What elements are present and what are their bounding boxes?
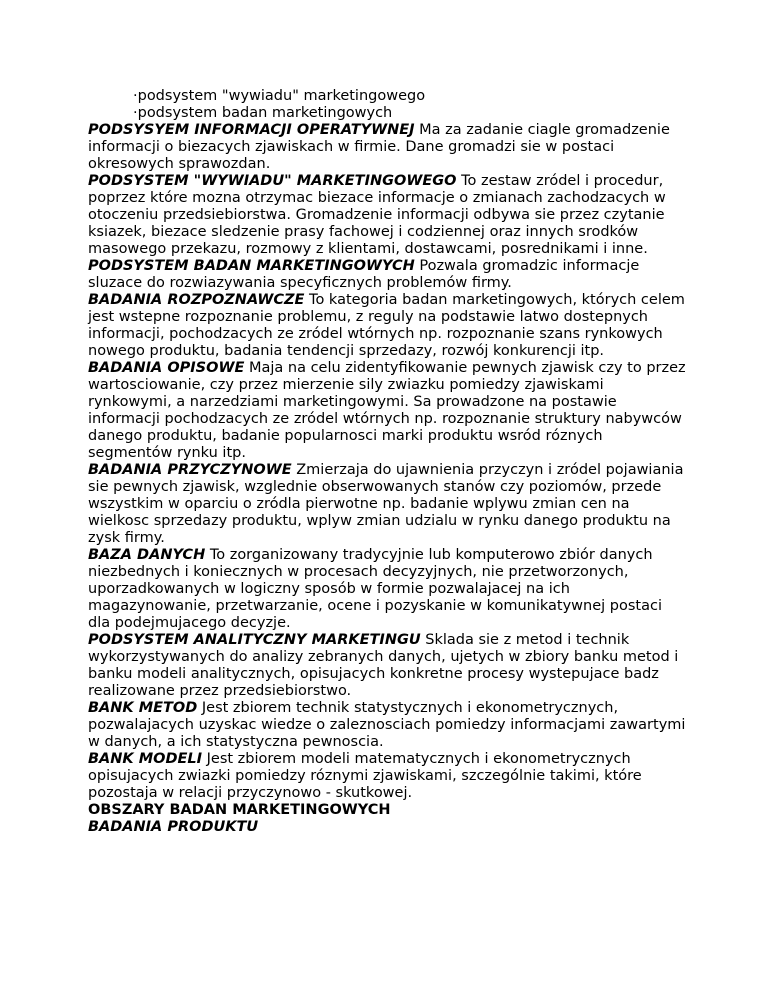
paragraph-term: BADANIA OPISOWE <box>88 360 245 376</box>
paragraph-text: To zorganizowany tradycyjnie lub komputerowo zbiór danych niezbednych i koniecznych w procesach decyzyjnych, nie przetworzonych, uporzadkowanych w logiczny sposób w formie pozwalajacej na ich magazynowanie, przetwarzanie, ocene i pozyskanie w komunikatywnej postaci dla podejmujacego decyzje. <box>88 547 662 631</box>
paragraph-term: BAZA DANYCH <box>88 547 206 563</box>
paragraph-text: Sklada sie z metod i technik wykorzystywanych do analizy zebranych danych, ujetych w zbiory banku metod i banku modeli analitycznych, opisujacych konkretne procesy wystepujace badz realizowane przez przedsiebiorstwo. <box>88 632 679 699</box>
paragraph-badania-opisowe <box>88 360 688 462</box>
subsection-heading: BADANIA PRODUKTU <box>88 819 259 835</box>
paragraph-podsystem-analityczny <box>88 632 688 700</box>
paragraph-text: To zestaw zródel i procedur, poprzez które mozna otrzymac biezace informacje o zmianach zachodzacych w otoczeniu przedsiebiorstwa. Gromadzenie informacji odbywa sie przez czytanie ksiazek, biezace sledzenie prasy fachowej i codziennej oraz innych srodków masowego przekazu, rozmowy z klientami, dostawcami, posrednikami i inne. <box>88 173 666 257</box>
bullet-list <box>88 88 688 122</box>
section-heading: OBSZARY BADAN MARKETINGOWYCH <box>88 802 391 818</box>
paragraph-term: BADANIA PRZYCZYNOWE <box>88 462 292 478</box>
bullet-item: ·podsystem badan marketingowych <box>133 105 393 121</box>
paragraph-text: Pozwala gromadzic informacje sluzace do rozwiazywania specyficznych problemów firmy. <box>88 258 640 291</box>
paragraph-bank-modeli <box>88 751 688 802</box>
paragraph-term: PODSYSYEM INFORMACJI OPERATYWNEJ <box>88 122 415 138</box>
bullet-item: ·podsystem "wywiadu" marketingowego <box>133 88 426 104</box>
paragraph-term: PODSYSTEM BADAN MARKETINGOWYCH <box>88 258 415 274</box>
paragraph-term: PODSYSTEM "WYWIADU" MARKETINGOWEGO <box>88 173 457 189</box>
paragraph-baza-danych <box>88 547 688 632</box>
paragraph-podsystem-wywiadu <box>88 173 688 258</box>
paragraph-text: Jest zbiorem modeli matematycznych i ekonometrycznych opisujacych zwiazki pomiedzy róznymi zjawiskami, szczególnie takimi, które pozostaja w relacji przyczynowo - skutkowej. <box>88 751 642 801</box>
paragraph-term: BADANIA ROZPOZNAWCZE <box>88 292 305 308</box>
paragraph-podsystem-badan <box>88 258 688 292</box>
paragraph-term: BANK METOD <box>88 700 198 716</box>
paragraph-podsystem-informacji-operatywnej <box>88 122 688 173</box>
paragraph-bank-metod <box>88 700 688 751</box>
paragraph-badania-przyczynowe <box>88 462 688 547</box>
paragraph-text: Ma za zadanie ciagle gromadzenie informacji o biezacych zjawiskach w firmie. Dane gromadzi sie w postaci okresowych sprawozdan. <box>88 122 670 172</box>
paragraph-badania-rozpoznawcze <box>88 292 688 360</box>
paragraph-term: PODSYSTEM ANALITYCZNY MARKETINGU <box>88 632 421 648</box>
paragraph-text: To kategoria badan marketingowych, których celem jest wstepne rozpoznanie problemu, z reguly na podstawie latwo dostepnych informacji, pochodzacych ze zródel wtórnych np. rozpoznanie szans rynkowych nowego produktu, badania tendencji sprzedazy, rozwój konkurencji itp. <box>88 292 685 359</box>
document-page <box>88 88 688 836</box>
paragraph-text: Zmierzaja do ujawnienia przyczyn i zródel pojawiania sie pewnych zjawisk, wzglednie obserwowanych stanów czy poziomów, przede wszystkim w oparciu o zródla pierwotne np. badanie wplywu zmian cen na wielkosc sprzedazy produktu, wplyw zmian udzialu w rynku danego produktu na zysk firmy. <box>88 462 684 546</box>
paragraph-term: BANK MODELI <box>88 751 203 767</box>
paragraph-text: Jest zbiorem technik statystycznych i ekonometrycznych, pozwalajacych uzyskac wiedze o zaleznosciach pomiedzy informacjami zawartymi w danych, a ich statystyczna pewnoscia. <box>88 700 686 750</box>
paragraph-text: Maja na celu zidentyfikowanie pewnych zjawisk czy to przez wartosciowanie, czy przez mierzenie sily zwiazku pomiedzy zjawiskami rynkowymi, a narzedziami marketingowymi. Sa prowadzone na postawie informacji pochodzacych ze zródel wtórnych np. rozpoznanie struktury nabywców danego produktu, badanie popularnosci marki produktu wsród róznych segmentów rynku itp. <box>88 360 686 461</box>
